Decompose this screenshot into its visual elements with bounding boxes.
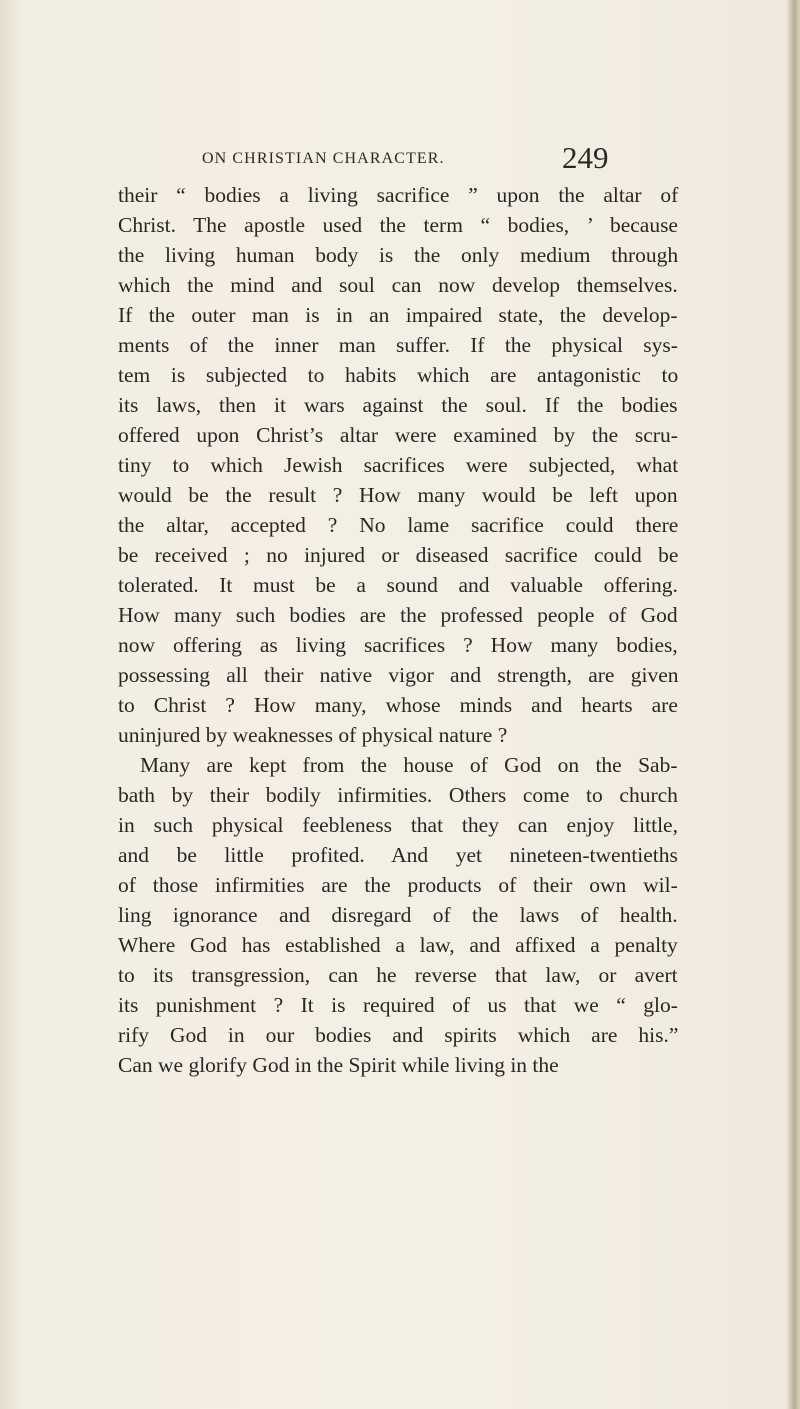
text-line: the altar, accepted ? No lame sacrifice could there bbox=[118, 513, 679, 537]
text-line: its laws, then it wars against the soul. If the bodies bbox=[118, 393, 678, 417]
text-line: Where God has established a law, and affixed a penalty bbox=[118, 933, 678, 957]
text-line: would be the result ? How many would be left upon bbox=[118, 483, 678, 507]
page-number: 249 bbox=[562, 140, 609, 175]
text-line: Can we glorify God in the Spirit while living in the bbox=[118, 1053, 559, 1077]
text-line: tolerated. It must be a sound and valuable offering. bbox=[118, 573, 678, 597]
text-line: ments of the inner man suffer. If the physical sys- bbox=[118, 333, 678, 357]
text-line: ling ignorance and disregard of the laws of health. bbox=[118, 903, 678, 927]
text-line: the living human body is the only medium through bbox=[118, 243, 679, 267]
page-gutter-shadow bbox=[0, 0, 22, 1409]
text-line: which the mind and soul can now develop themselves. bbox=[118, 273, 678, 297]
text-line: be received ; no injured or diseased sacrifice could be bbox=[118, 543, 679, 567]
text-line: Christ. The apostle used the term “ bodies, ’ because bbox=[118, 213, 678, 237]
text-line: their “ bodies a living sacrifice ” upon the altar of bbox=[118, 183, 679, 207]
text-line: possessing all their native vigor and strength, are given bbox=[118, 663, 679, 687]
text-line: offered upon Christ’s altar were examined by the scru- bbox=[118, 423, 678, 447]
text-line: and be little profited. And yet nineteen-twentieths bbox=[118, 843, 678, 867]
text-line: bath by their bodily infirmities. Others come to church bbox=[118, 783, 678, 807]
running-head-title: ON CHRISTIAN CHARACTER. bbox=[202, 150, 445, 167]
text-line: If the outer man is in an impaired state, the develop- bbox=[118, 303, 678, 327]
text-line: in such physical feebleness that they can enjoy little, bbox=[118, 813, 678, 837]
text-line: now offering as living sacrifices ? How many bodies, bbox=[118, 633, 678, 657]
text-line: How many such bodies are the professed people of God bbox=[118, 603, 678, 627]
text-line: tiny to which Jewish sacrifices were subjected, what bbox=[118, 453, 679, 477]
text-line: tem is subjected to habits which are antagonistic to bbox=[118, 363, 679, 387]
page-edge-shadow bbox=[786, 0, 800, 1409]
text-line: to its transgression, can he reverse that law, or avert bbox=[118, 963, 678, 987]
running-head bbox=[0, 140, 800, 180]
text-line: its punishment ? It is required of us that we “ glo- bbox=[118, 993, 678, 1017]
text-line: to Christ ? How many, whose minds and hearts are bbox=[118, 693, 678, 717]
text-line: rify God in our bodies and spirits which are his.” bbox=[118, 1023, 679, 1047]
text-line: uninjured by weaknesses of physical nature ? bbox=[118, 723, 508, 747]
text-line: of those infirmities are the products of their own wil- bbox=[118, 873, 678, 897]
text-line: Many are kept from the house of God on the Sab- bbox=[140, 753, 678, 777]
